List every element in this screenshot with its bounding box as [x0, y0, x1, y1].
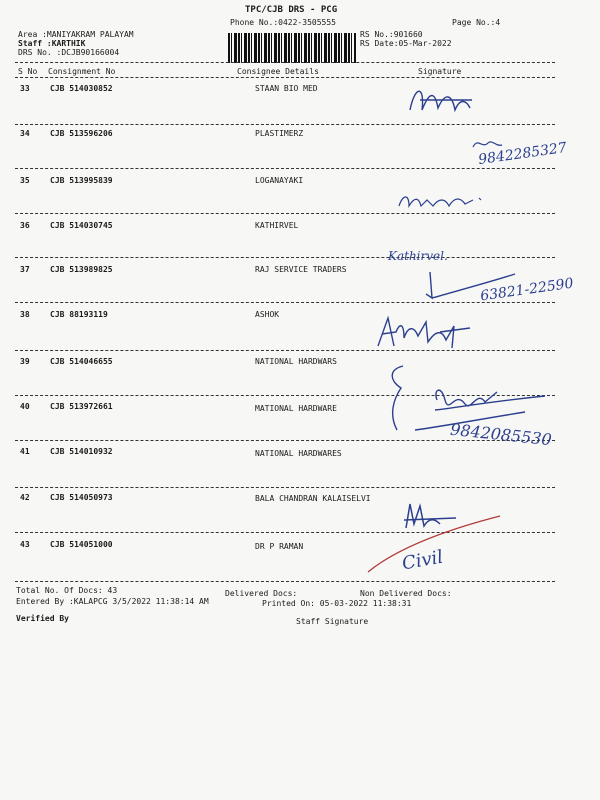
handwritten-phone-40: 9842085530 [449, 419, 553, 450]
row-consignment: CJB 513596206 [50, 129, 113, 138]
row-consignment: CJB 514051000 [50, 540, 113, 549]
row-consignee: STAAN BIO MED [255, 84, 318, 93]
footer-divider [15, 581, 555, 582]
handwritten-text-43: Civil [400, 546, 445, 575]
row-consignment: CJB 513995839 [50, 176, 113, 185]
row-divider [15, 257, 555, 258]
header-divider [15, 62, 555, 63]
row-consignee: RAJ SERVICE TRADERS [255, 265, 347, 274]
entered-by: Entered By :KALAPCG 3/5/2022 11:38:14 AM [16, 597, 209, 606]
signature-38 [370, 312, 480, 354]
staff-signature: Staff Signature [296, 617, 369, 626]
row-divider [15, 168, 555, 169]
printed-on: Printed On: 05-03-2022 11:38:31 [262, 599, 412, 608]
staff-label: Staff :KARTHIK [18, 39, 86, 48]
row-consignee: LOGANAYAKI [255, 176, 304, 185]
row-consignment: CJB 514030745 [50, 221, 113, 230]
col-signature: Signature [418, 67, 462, 76]
handwritten-name-36: Kathirvel. [388, 249, 448, 263]
row-consignment: CJB 514050973 [50, 493, 113, 502]
row-sno: 33 [20, 84, 30, 93]
row-consignment: CJB 514010932 [50, 447, 113, 456]
row-consignee: DR P RAMAN [255, 542, 304, 551]
row-sno: 40 [20, 402, 30, 411]
col-sno: S No [18, 67, 38, 76]
rs-date: RS Date:05-Mar-2022 [360, 39, 452, 48]
signature-35 [395, 188, 495, 216]
row-sno: 39 [20, 357, 30, 366]
row-sno: 36 [20, 221, 30, 230]
delivered-docs: Delivered Docs: [225, 589, 298, 598]
row-consignee: MATIONAL HARDWARE [255, 404, 337, 413]
rs-number: RS No.:901660 [360, 30, 423, 39]
row-consignment: CJB 513989825 [50, 265, 113, 274]
row-divider [15, 487, 555, 488]
row-sno: 34 [20, 129, 30, 138]
row-consignee: BALA CHANDRAN KALAISELVI [255, 494, 371, 503]
row-sno: 35 [20, 176, 30, 185]
drs-number: DRS No. :DCJB90166004 [18, 48, 120, 57]
handwritten-phone-34: 9842285327 [477, 139, 568, 169]
row-consignment: CJB 513972661 [50, 402, 113, 411]
col-consignee: Consignee Details [237, 67, 319, 76]
row-sno: 42 [20, 493, 30, 502]
verified-by: Verified By [16, 614, 69, 623]
row-consignee: NATIONAL HARDWARS [255, 357, 337, 366]
row-sno: 41 [20, 447, 30, 456]
signature-33 [400, 80, 480, 125]
barcode [228, 33, 356, 63]
signature-43-slash [360, 510, 510, 580]
row-consignment: CJB 88193119 [50, 310, 108, 319]
handwritten-phone-37: 63821-22590 [479, 275, 575, 305]
columns-divider [15, 77, 555, 78]
row-consignee: NATIONAL HARDWARES [255, 449, 342, 458]
row-consignee: ASHOK [255, 310, 280, 319]
row-consignee: PLASTIMERZ [255, 129, 304, 138]
row-sno: 38 [20, 310, 30, 319]
row-consignment: CJB 514030852 [50, 84, 113, 93]
col-consignment: Consignment No [48, 67, 116, 76]
total-docs: Total No. Of Docs: 43 [16, 586, 118, 595]
row-consignment: CJB 514046655 [50, 357, 113, 366]
document-title: TPC/CJB DRS - PCG [245, 5, 338, 15]
page-number: Page No.:4 [452, 18, 501, 27]
row-sno: 37 [20, 265, 30, 274]
non-delivered-docs: Non Delivered Docs: [360, 589, 452, 598]
phone-number: Phone No.:0422-3505555 [230, 18, 336, 27]
area-label: Area :MANIYAKRAM PALAYAM [18, 30, 134, 39]
row-sno: 43 [20, 540, 30, 549]
row-consignee: KATHIRVEL [255, 221, 299, 230]
